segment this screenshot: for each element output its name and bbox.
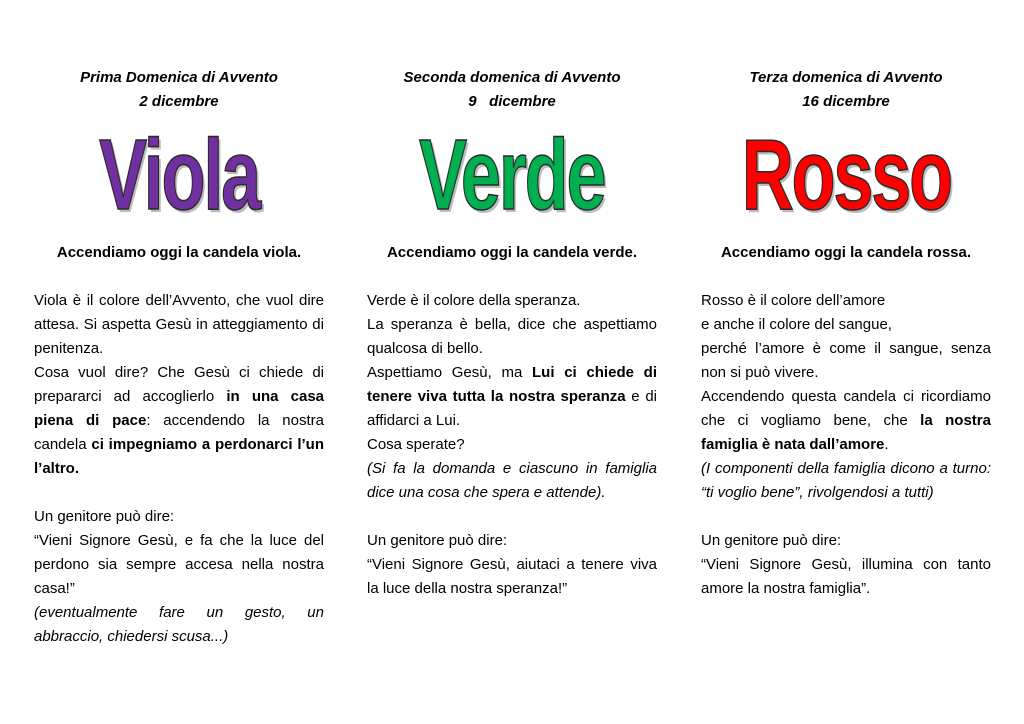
heading-line-2: 9 dicembre [468, 93, 556, 110]
candle-subtitle: Accendiamo oggi la candela rossa. [720, 244, 972, 261]
candle-subtitle: Accendiamo oggi la candela verde. [386, 244, 638, 261]
column-heading [367, 66, 657, 114]
paragraph [367, 361, 657, 433]
heading-line-1: Seconda domenica di Avvento [403, 69, 621, 86]
spacer [367, 505, 657, 529]
spacer [701, 505, 991, 529]
column-rosso [701, 66, 991, 601]
spacer [34, 481, 324, 505]
paragraph [701, 385, 991, 457]
note: (eventualmente fare un gesto, un abbraccio, chiedersi scusa...) [34, 604, 324, 645]
note: (Si fa la domanda e ciascuno in famiglia dice una cosa che spera e attende). [367, 460, 657, 501]
parent-intro: Un genitore può dire: [701, 532, 842, 549]
column-text [34, 289, 324, 649]
color-word-wrap [701, 114, 991, 236]
heading-line-2: 16 dicembre [802, 93, 890, 110]
paragraph: Viola è il colore dell’Avvento, che vuol dire attesa. Si aspetta Gesù in atteggiamento di penitenza. [34, 292, 324, 357]
column-verde [367, 66, 657, 601]
paragraph: La speranza è bella, dice che aspettiamo qualcosa di bello. [367, 316, 657, 357]
text-run: Cosa vuol dire? Che Gesù ci chiede di prepararci ad accoglierlo [34, 364, 324, 405]
parent-intro: Un genitore può dire: [34, 508, 175, 525]
bold-text: Lui ci chiede di tenere viva tutta la nostra speranza [367, 364, 657, 405]
candle-subtitle: Accendiamo oggi la candela viola. [56, 244, 302, 261]
text-run: Aspettiamo Gesù, ma [367, 364, 533, 381]
paragraph: e anche il colore del sangue, [701, 316, 892, 333]
heading-line-1: Prima Domenica di Avvento [80, 69, 278, 86]
column-text [367, 289, 657, 601]
text-run: . [884, 436, 889, 453]
heading-line-1: Terza domenica di Avvento [749, 69, 943, 86]
color-word-viola: Viola [99, 119, 259, 231]
text-run: : accendendo la nostra candela [34, 412, 324, 453]
bold-text: la nostra famiglia è nata dall’amore [701, 412, 991, 453]
text-run: Accendendo questa candela ci ricordiamo che ci vogliamo bene, che [701, 388, 991, 429]
color-word-wrap [34, 114, 324, 236]
column-viola [34, 66, 324, 649]
parent-intro: Un genitore può dire: [367, 532, 508, 549]
paragraph: Verde è il colore della speranza. [367, 292, 581, 309]
heading-line-2: 2 dicembre [139, 93, 219, 110]
paragraph: Rosso è il colore dell’amore [701, 292, 886, 309]
paragraph [34, 361, 324, 481]
prayer: “Vieni Signore Gesù, e fa che la luce del perdono sia sempre accesa nella nostra casa!” [34, 532, 324, 597]
paragraph: perché l’amore è come il sangue, senza non si può vivere. [701, 340, 991, 381]
bold-text: ci impegniamo a perdonarci l’un l’altro. [34, 436, 324, 477]
prayer: “Vieni Signore Gesù, illumina con tanto amore la nostra famiglia”. [701, 556, 991, 597]
column-heading [701, 66, 991, 114]
prayer: “Vieni Signore Gesù, aiutaci a tenere viva la luce della nostra speranza!” [367, 556, 657, 597]
color-word-rosso: Rosso [741, 119, 951, 231]
paragraph: Cosa sperate? [367, 436, 465, 453]
column-text [701, 289, 991, 601]
bold-text: in una casa piena di pace [34, 388, 325, 429]
column-heading [34, 66, 324, 114]
color-word-wrap [367, 114, 657, 236]
text-run: e di affidarci a Lui. [367, 388, 657, 429]
color-word-verde: Verde [419, 119, 605, 231]
note: (I componenti della famiglia dicono a turno: “ti voglio bene”, rivolgendosi a tutti) [701, 460, 991, 501]
